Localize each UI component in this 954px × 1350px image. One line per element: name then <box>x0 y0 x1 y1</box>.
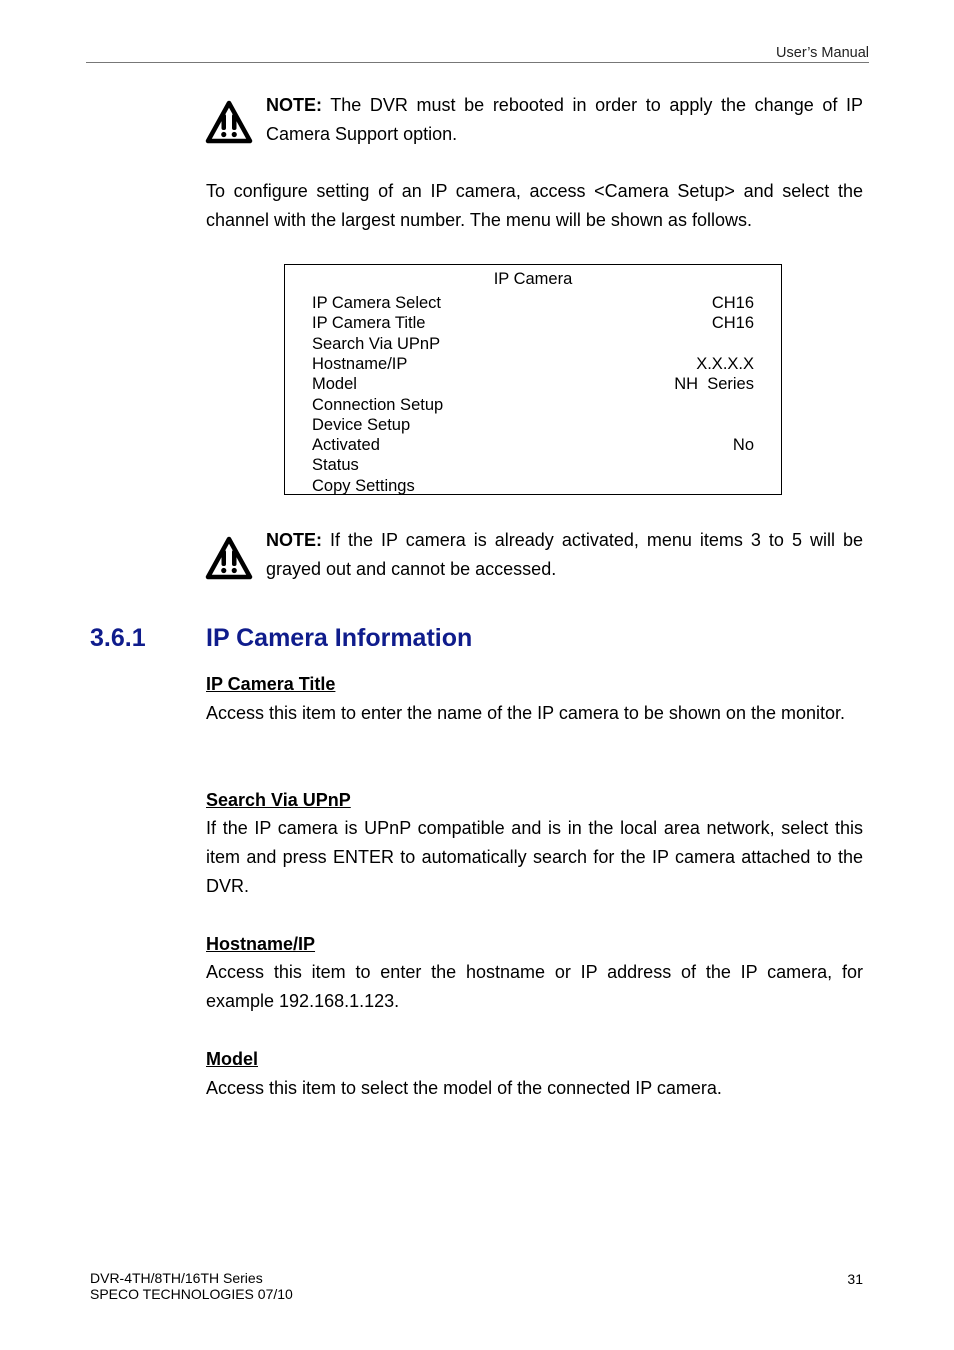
menu-row-value: CH16 <box>711 294 754 312</box>
menu-row-activated <box>312 435 754 455</box>
warning-icon <box>205 100 253 144</box>
menu-row-hostname-ip <box>312 354 754 374</box>
menu-row-label: Hostname/IP <box>312 354 408 373</box>
menu-row-copy-settings <box>312 476 754 496</box>
note-reboot <box>266 91 863 148</box>
footer-series: DVR-4TH/8TH/16TH Series <box>90 1270 263 1286</box>
menu-row-label: Model <box>312 375 357 394</box>
intro-paragraph: To configure setting of an IP camera, access <Camera Setup> and select the channel with the largest number. The menu will be shown as follows. <box>206 181 863 230</box>
ip-camera-menu <box>284 264 782 495</box>
note-body: The DVR must be rebooted in order to apply the change of IP Camera Support option. <box>266 95 863 144</box>
section-heading <box>90 624 472 653</box>
menu-title: IP Camera <box>493 270 573 288</box>
menu-row-ip-camera-select <box>312 293 754 313</box>
menu-row-value: CH16 <box>711 314 754 333</box>
menu-row-value: NH Series <box>674 375 754 394</box>
menu-row-model <box>312 374 754 394</box>
footer-company: SPECO TECHNOLOGIES 07/10 <box>90 1285 293 1302</box>
subheading-search-via-upnp: Search Via UPnP <box>206 790 351 810</box>
subheading-ip-camera-title: IP Camera Title <box>206 674 336 694</box>
subheading-hostname-ip: Hostname/IP <box>206 934 316 954</box>
note-body: If the IP camera is already activated, menu items 3 to 5 will be grayed out and cannot be accessed. <box>266 530 863 579</box>
note-activated <box>266 526 863 583</box>
menu-row-label: IP Camera Select <box>312 294 442 312</box>
menu-row-device-setup <box>312 415 754 435</box>
paragraph-search-via-upnp: If the IP camera is UPnP compatible and is in the local area network, select this item and press ENTER to automatically search for the IP camera attached to the DVR. <box>206 818 863 896</box>
menu-row-label: Search Via UPnP <box>312 334 441 353</box>
subheading-model: Model <box>206 1049 258 1069</box>
menu-row-label: Device Setup <box>312 415 411 434</box>
menu-row-status <box>312 455 754 475</box>
note-label: NOTE: <box>266 95 322 115</box>
menu-row-value: No <box>732 436 754 455</box>
warning-icon <box>205 536 253 580</box>
paragraph-model: Access this item to select the model of the connected IP camera. <box>206 1078 722 1098</box>
running-header: User’s Manual <box>776 45 869 61</box>
menu-row-connection-setup <box>312 395 754 415</box>
note-label: NOTE: <box>266 530 322 550</box>
paragraph-ip-camera-title: Access this item to enter the name of the IP camera to be shown on the monitor. <box>206 703 846 723</box>
menu-row-label: Connection Setup <box>312 395 444 414</box>
menu-row-ip-camera-title <box>312 313 754 333</box>
menu-row-label: Status <box>312 456 359 475</box>
menu-row-label: IP Camera Title <box>312 314 426 333</box>
menu-row-value: X.X.X.X <box>696 354 754 373</box>
menu-row-label: Copy Settings <box>312 476 415 495</box>
paragraph-hostname-ip: Access this item to enter the hostname or IP address of the IP camera, for example 192.168.1.123. <box>206 962 863 1011</box>
header-divider <box>86 62 869 63</box>
menu-row-search-via-upnp <box>312 334 754 354</box>
menu-row-label: Activated <box>312 436 380 455</box>
section-number: 3.6.1 <box>90 624 146 652</box>
page-number: 31 <box>847 1271 863 1287</box>
footer-info <box>90 1271 293 1302</box>
section-title: IP Camera Information <box>206 624 473 652</box>
